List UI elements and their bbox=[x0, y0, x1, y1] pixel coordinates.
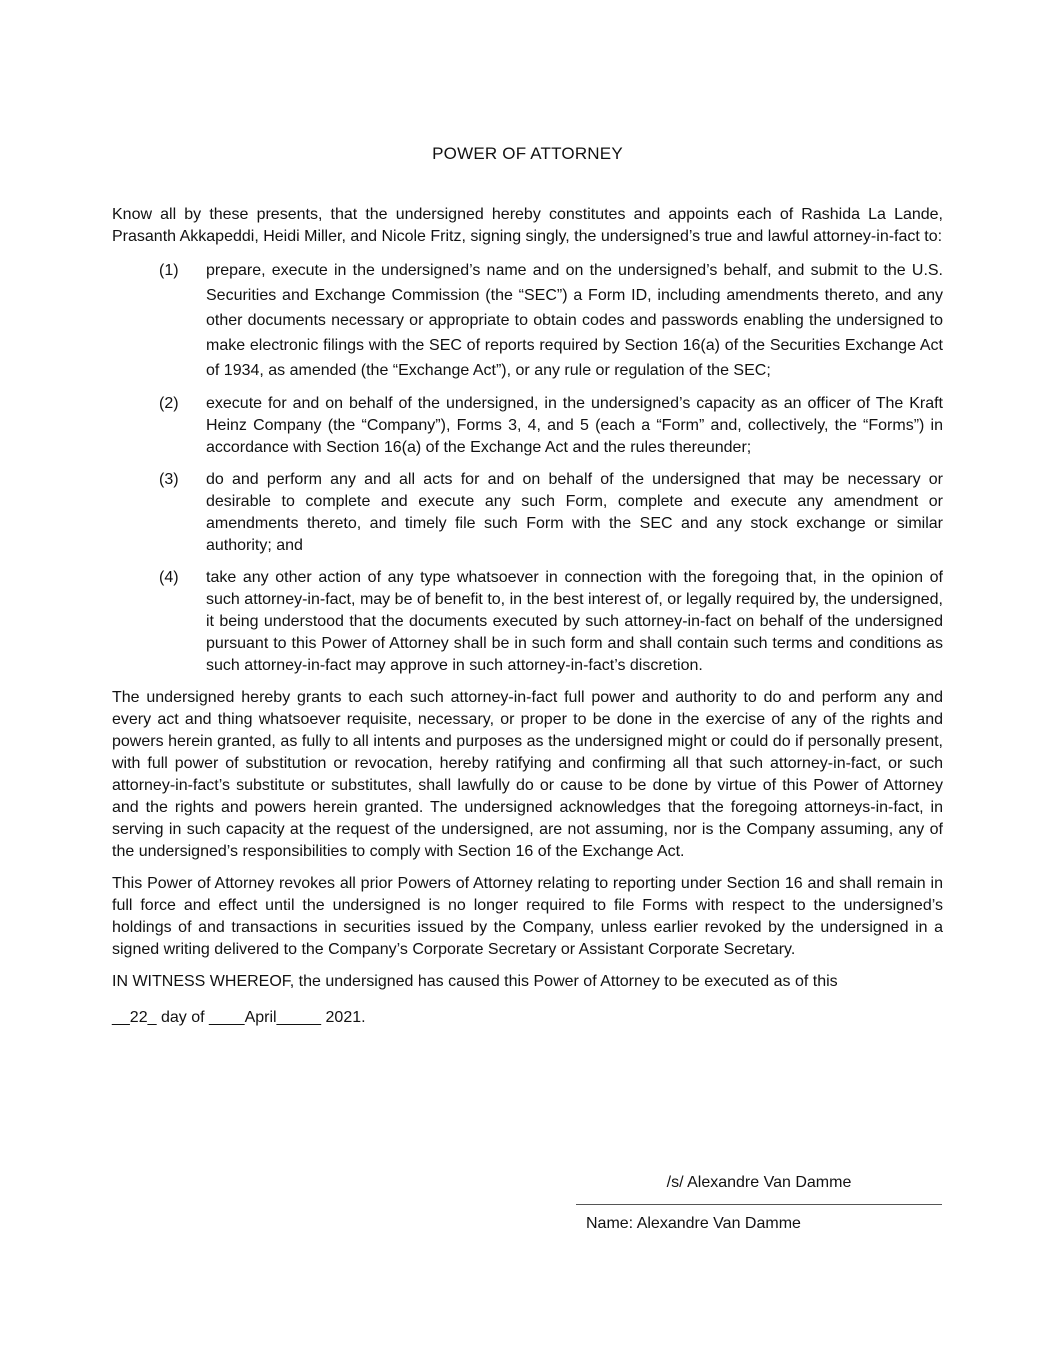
date-year: 2021. bbox=[321, 1009, 366, 1026]
item-text: do and perform any and all acts for and on behalf of the undersigned that may be necessary or desirable to complete and execute any such Form, complete and execute any amendment or amendments thereto, and timely file such Form with the SEC and any stock exchange or similar authority; and bbox=[206, 471, 943, 554]
signature: /s/ Alexandre Van Damme bbox=[666, 1174, 852, 1191]
revocation-paragraph: This Power of Attorney revokes all prior Powers of Attorney relating to reporting under Section 16 and shall remain in full force and effect until the undersigned is no longer required to file Forms with respect to the undersigned’s holdings of and transactions in securities issued by the Company, unless earlier revoked by the undersigned in a signed writing delivered to the Company’s Corporate Secretary or Assistant Corporate Secretary. bbox=[112, 875, 943, 958]
item-number: (1) bbox=[159, 262, 179, 279]
list-item bbox=[112, 393, 943, 459]
list-item bbox=[112, 258, 943, 383]
signature-line bbox=[576, 1204, 942, 1205]
date-day: __22_ bbox=[112, 1009, 157, 1026]
document-body bbox=[112, 204, 943, 1039]
date-month: ____April_____ bbox=[208, 1009, 322, 1026]
item-number: (2) bbox=[159, 395, 179, 412]
list-item bbox=[112, 567, 943, 677]
item-number: (4) bbox=[159, 569, 179, 586]
grant-paragraph: The undersigned hereby grants to each such attorney-in-fact full power and authority to do and perform any and every act and thing whatsoever requisite, necessary, or proper to be done in the exercise of any of the rights and powers herein granted, as fully to all intents and purposes as the undersigned might or could do if personally present, with full power of substitution or revocation, hereby ratifying and confirming all that such attorney-in-fact, or such attorney-in-fact’s substitute or substitutes, shall lawfully do or cause to be done by virtue of this Power of Attorney and the rights and powers herein granted. The undersigned acknowledges that the foregoing attorneys-in-fact, in serving in such capacity at the request of the undersigned, are not assuming, nor is the Company assuming, any of the undersigned’s responsibilities to comply with Section 16 of the Exchange Act. bbox=[112, 689, 943, 860]
witness-paragraph: IN WITNESS WHEREOF, the undersigned has caused this Power of Attorney to be executed as of this bbox=[112, 973, 838, 990]
signature-block bbox=[576, 1172, 942, 1235]
signatory-name: Name: Alexandre Van Damme bbox=[586, 1215, 801, 1232]
item-number: (3) bbox=[159, 471, 179, 488]
execution-date bbox=[112, 1007, 943, 1029]
item-text: prepare, execute in the undersigned’s name and on the undersigned’s behalf, and submit to the U.S. Securities and Exchange Commission (the “SEC”) a Form ID, including amendments thereto, and any other documents necessary or appropriate to obtain codes and passwords enabling the undersigned to make electronic filings with the SEC of reports required by Section 16(a) of the Securities Exchange Act of 1934, as amended (the “Exchange Act”), or any rule or regulation of the SEC; bbox=[206, 262, 943, 379]
item-text: take any other action of any type whatsoever in connection with the foregoing that, in the opinion of such attorney-in-fact, may be of benefit to, in the best interest of, or legally required by, the undersigned, it being understood that the documents executed by such attorney-in-fact on behalf of the undersigned pursuant to this Power of Attorney shall be in such form and shall contain such terms and conditions as such attorney-in-fact may approve in such attorney-in-fact’s discretion. bbox=[206, 569, 943, 674]
document-title: POWER OF ATTORNEY bbox=[432, 144, 623, 163]
date-day-of: day of bbox=[156, 1009, 209, 1026]
list-item bbox=[112, 469, 943, 557]
item-text: execute for and on behalf of the undersigned, in the undersigned’s capacity as an officer of The Kraft Heinz Company (the “Company”), Forms 3, 4, and 5 (each a “Form” and, collectively, the “Forms”) in accordance with Section 16(a) of the Exchange Act and the rules thereunder; bbox=[206, 395, 943, 456]
intro-paragraph: Know all by these presents, that the undersigned hereby constitutes and appoints each of Rashida La Lande, Prasanth Akkapeddi, Heidi Miller, and Nicole Fritz, signing singly, the undersigned’s true and lawful attorney-in-fact to: bbox=[112, 206, 943, 245]
